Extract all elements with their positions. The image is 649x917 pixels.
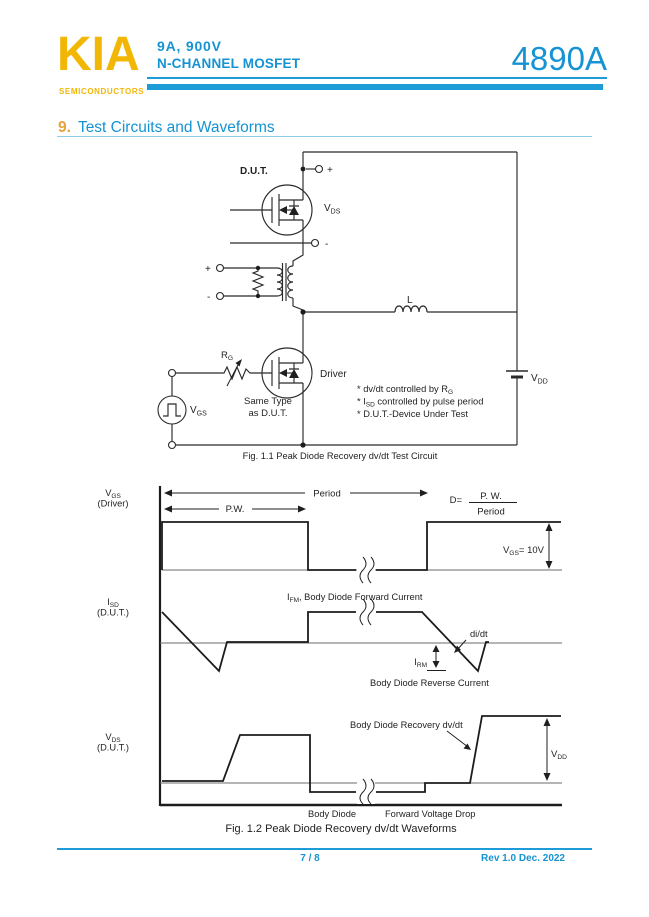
footer-rule: [57, 848, 592, 850]
fig-1-1-test-circuit: [140, 140, 570, 470]
page-number: 7 / 8: [300, 853, 320, 864]
didt-label: di/dt: [470, 629, 488, 639]
vds-axis-label2: (D.U.T.): [96, 742, 130, 753]
vgs-axis-label: $V_{GS}$: [105, 488, 121, 500]
period-label: Period: [313, 488, 341, 500]
kia-logo: KIA: [57, 28, 140, 81]
inductor-label: L: [407, 295, 413, 306]
device-rating: 9A, 900V: [157, 38, 222, 54]
device-type: N-CHANNEL MOSFET: [157, 56, 301, 71]
duty-cycle-denominator: Period: [477, 506, 505, 518]
fig1-caption: Fig. 1.1 Peak Diode Recovery dv/dt Test Circuit: [242, 451, 438, 461]
section-heading: [58, 119, 275, 137]
isd-waveform: [162, 612, 489, 671]
header-rule-thick: [147, 84, 603, 90]
rg-label: $R_G$: [221, 350, 234, 362]
revision-label: Rev 1.0 Dec. 2022: [481, 853, 565, 864]
body-diode-label: Body Diode: [308, 809, 357, 819]
circuit-labels: [190, 165, 548, 461]
section-heading-underline: [57, 136, 592, 137]
xfmr-minus-label: -: [207, 292, 211, 303]
driver-label: Driver: [320, 369, 347, 380]
vds-axis-label: $V_{DS}$: [105, 732, 121, 744]
dut-label: D.U.T.: [240, 166, 268, 177]
fig2-caption: Fig. 1.2 Peak Diode Recovery dv/dt Waveforms: [225, 823, 457, 835]
isd-axis-label2: (D.U.T.): [96, 607, 130, 618]
pulse-width-label: P.W.: [225, 504, 245, 515]
dimension-arrows: [164, 485, 553, 781]
reverse-current-label: Body Diode Reverse Current: [370, 678, 489, 688]
ifm-label: $I_{FM}$, Body Diode Forward Current: [287, 592, 423, 604]
same-type-line2: as D.U.T.: [248, 408, 288, 419]
recovery-label: Body Diode Recovery dv/dt: [350, 720, 463, 730]
irm-label: $I_{RM}$: [414, 657, 427, 669]
minus-terminal-label: -: [325, 239, 329, 250]
vgs-level-label: $V_{GS}= 10V$: [502, 545, 544, 557]
isd-axis-label: $I_{SD}$: [107, 597, 119, 609]
waveform-axes: [160, 486, 562, 806]
plus-terminal-label: +: [327, 165, 333, 176]
duty-cycle-lhs: D=: [449, 495, 462, 506]
same-type-line1: Same Type: [244, 396, 292, 407]
vds-label: $V_{DS}$: [324, 203, 341, 216]
part-number: 4890A: [511, 40, 607, 77]
fwd-drop-label: Forward Voltage Drop: [385, 809, 476, 819]
fig-1-2-waveforms: [80, 480, 580, 840]
vdd-label: $V_{DD}$: [531, 373, 548, 386]
duty-cycle-numerator: P. W.: [480, 491, 502, 502]
note-dut: * D.U.T.-Device Under Test: [357, 409, 468, 419]
section-number: 9.: [58, 119, 71, 136]
header-rule-thin: [147, 77, 607, 79]
xfmr-plus-label: +: [205, 264, 211, 275]
note-isd: * $I_{SD}$ controlled by pulse period: [357, 396, 484, 409]
section-title: Test Circuits and Waveforms: [77, 119, 275, 136]
vgs-axis-label2: (Driver): [97, 498, 129, 509]
note-dvdt: * dv/dt controlled by $R_G$: [357, 384, 454, 396]
vgs-source-label: $V_{GS}$: [190, 405, 207, 418]
vdd-level-label: $V_{DD}$: [551, 749, 567, 761]
kia-logo-subtext: SEMICONDUCTORS: [59, 87, 145, 96]
